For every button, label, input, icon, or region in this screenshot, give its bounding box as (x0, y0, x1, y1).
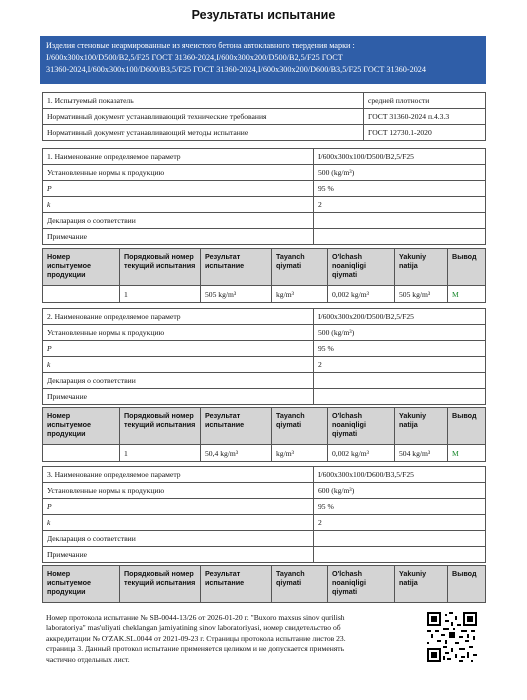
param-label: k (43, 515, 314, 531)
info-value: ГОСТ 31360-2024 п.4.3.3 (364, 109, 486, 125)
table-row (43, 445, 486, 462)
column-header: Вывод (448, 249, 486, 286)
column-header: Номер испытуемое продукции (43, 249, 120, 286)
table-row (43, 341, 486, 357)
table-row (43, 499, 486, 515)
param-label: Примечание (43, 547, 314, 563)
param-value: 95 % (314, 181, 486, 197)
param-label: k (43, 357, 314, 373)
protocol-footer-note (46, 613, 416, 665)
param-label: Установленные нормы к продукцию (43, 483, 314, 499)
table-row (43, 125, 486, 141)
column-header: Tayanch qiymati (272, 566, 328, 603)
test-info-table (42, 92, 486, 141)
result-cell: 1 (120, 286, 201, 303)
parameter-table-2 (42, 308, 486, 405)
result-cell: kg/m³ (272, 445, 328, 462)
table-row (43, 467, 486, 483)
param-label: Примечание (43, 389, 314, 405)
info-label: Нормативный документ устанавливающий технические требования (43, 109, 364, 125)
param-value: 600 (kg/m³) (314, 483, 486, 499)
column-header: Порядковый номер текущий испытания (120, 249, 201, 286)
product-banner (40, 36, 486, 84)
column-header: Вывод (448, 408, 486, 445)
table-row (43, 515, 486, 531)
footer-line: страница 3. Данный протокол испытание применяется целиком и не допускается применять (46, 644, 345, 654)
param-value (314, 389, 486, 405)
param-label: 1. Наименование определяемое параметр (43, 149, 314, 165)
result-cell (43, 445, 120, 462)
param-label: Примечание (43, 229, 314, 245)
table-row (43, 286, 486, 303)
result-cell: 0,002 kg/m³ (328, 445, 395, 462)
table-row (43, 531, 486, 547)
result-table-3 (42, 565, 486, 603)
param-label: Декларация о соответствии (43, 531, 314, 547)
info-value: средней плотности (364, 93, 486, 109)
table-row (43, 373, 486, 389)
table-row (43, 547, 486, 563)
param-value: I/600x300x200/D500/B2,5/F25 (314, 309, 486, 325)
param-label: Установленные нормы к продукцию (43, 325, 314, 341)
table-row (43, 389, 486, 405)
qr-code-icon (427, 612, 477, 662)
result-table-1 (42, 248, 486, 303)
param-label: P (43, 341, 314, 357)
param-value: 2 (314, 515, 486, 531)
page-title: Результаты испытание (191, 8, 336, 22)
column-header: Результат испытание (201, 566, 272, 603)
column-header: Yakuniy natija (395, 249, 448, 286)
param-label: 3. Наименование определяемое параметр (43, 467, 314, 483)
column-header: Вывод (448, 566, 486, 603)
param-label: P (43, 181, 314, 197)
param-value: 95 % (314, 499, 486, 515)
banner-line: Изделия стеновые неармированные из ячеистого бетона автоклавного твердения марки : (46, 41, 355, 50)
table-row (43, 165, 486, 181)
param-value: I/600x300x100/D500/B2,5/F25 (314, 149, 486, 165)
table-row (43, 109, 486, 125)
table-row (43, 149, 486, 165)
param-value: 2 (314, 197, 486, 213)
table-row (43, 229, 486, 245)
verdict-cell: M (448, 286, 486, 303)
param-value: I/600x300x100/D600/B3,5/F25 (314, 467, 486, 483)
column-header: Tayanch qiymati (272, 249, 328, 286)
table-row (43, 325, 486, 341)
column-header: Yakuniy natija (395, 566, 448, 603)
param-value: 95 % (314, 341, 486, 357)
param-label: P (43, 499, 314, 515)
param-value (314, 229, 486, 245)
param-label: Установленные нормы к продукцию (43, 165, 314, 181)
info-label: Нормативный документ устанавливающий методы испытание (43, 125, 364, 141)
column-header: Номер испытуемое продукции (43, 566, 120, 603)
result-cell (43, 286, 120, 303)
table-row (43, 309, 486, 325)
table-header-row (43, 249, 486, 286)
param-value (314, 373, 486, 389)
result-table-2 (42, 407, 486, 462)
param-value (314, 213, 486, 229)
param-value: 500 (kg/m³) (314, 165, 486, 181)
column-header: O'lchash noaniqligi qiymati (328, 408, 395, 445)
footer-line: аккредитации № O'ZAK.SL.0044 от 2021-09-23 г. Страницы протокола испытание листов 23. (46, 633, 346, 643)
column-header: Результат испытание (201, 408, 272, 445)
result-cell: 504 kg/m³ (395, 445, 448, 462)
param-value (314, 547, 486, 563)
result-cell: 505 kg/m³ (395, 286, 448, 303)
column-header: Порядковый номер текущий испытания (120, 566, 201, 603)
param-label: k (43, 197, 314, 213)
info-label: 1. Испытуемый показатель (43, 93, 364, 109)
table-row (43, 197, 486, 213)
column-header: Результат испытание (201, 249, 272, 286)
parameter-table-1 (42, 148, 486, 245)
result-cell: 1 (120, 445, 201, 462)
footer-line: частично отдельных лист. (46, 654, 130, 664)
table-row (43, 357, 486, 373)
parameter-table-3 (42, 466, 486, 563)
banner-line: 31360-2024,I/600x300x100/D600/B3,5/F25 ГОСТ 31360-2024,I/600x300x200/D600/B3,5/F25 ГОСТ 31360-2024 (46, 65, 426, 74)
verdict-cell: M (448, 445, 486, 462)
table-row (43, 181, 486, 197)
banner-line: I/600x300x100/D500/B2,5/F25 ГОСТ 31360-2024,I/600x300x200/D500/B2,5/F25 ГОСТ (46, 53, 343, 62)
param-label: Декларация о соответствии (43, 373, 314, 389)
info-value: ГОСТ 12730.1-2020 (364, 125, 486, 141)
column-header: O'lchash noaniqligi qiymati (328, 566, 395, 603)
column-header: O'lchash noaniqligi qiymati (328, 249, 395, 286)
result-cell: 505 kg/m³ (201, 286, 272, 303)
param-value: 500 (kg/m³) (314, 325, 486, 341)
column-header: Tayanch qiymati (272, 408, 328, 445)
footer-line: laboratoriya" mas'uliyati cheklangan jamiyatining sinov laboratoriyasi, номер свидетельство об (46, 623, 341, 633)
param-label: Декларация о соответствии (43, 213, 314, 229)
param-value (314, 531, 486, 547)
footer-line: Номер протокола испытание № SB-0044-13/26 от 2026-01-20 г. "Buxoro maxsus sinov qurilish (46, 613, 345, 622)
column-header: Порядковый номер текущий испытания (120, 408, 201, 445)
param-label: 2. Наименование определяемое параметр (43, 309, 314, 325)
param-value: 2 (314, 357, 486, 373)
result-cell: kg/m³ (272, 286, 328, 303)
table-header-row (43, 408, 486, 445)
table-row (43, 93, 486, 109)
result-cell: 0,002 kg/m³ (328, 286, 395, 303)
column-header: Номер испытуемое продукции (43, 408, 120, 445)
table-row (43, 213, 486, 229)
table-header-row (43, 566, 486, 603)
result-cell: 50,4 kg/m³ (201, 445, 272, 462)
column-header: Yakuniy natija (395, 408, 448, 445)
table-row (43, 483, 486, 499)
